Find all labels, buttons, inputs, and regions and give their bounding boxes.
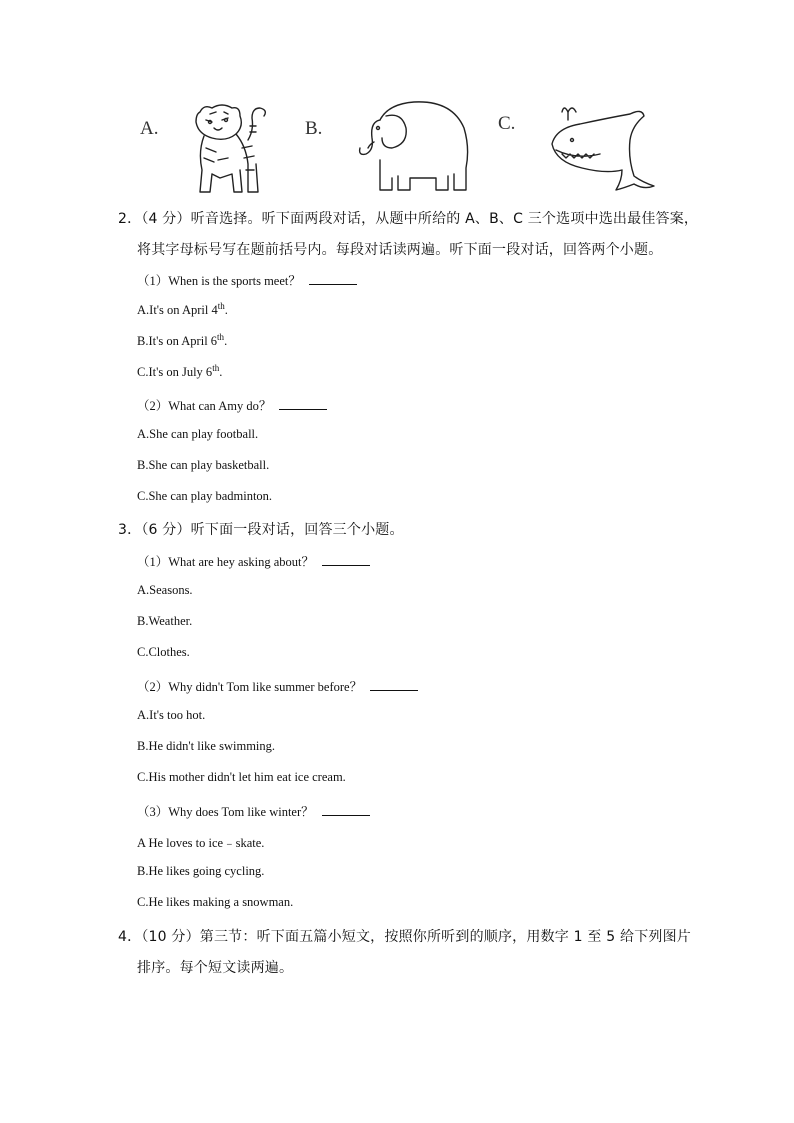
option-label-b: B. [305,118,323,139]
question-4-instruction-line2: 排序。每个短文读两遍。 [137,960,294,976]
subquestion-label: （1）When is the sports meet？ [137,274,301,288]
option-3-3-c: C.He likes making a snowman. [137,895,294,909]
question-number: 3． [118,522,142,538]
question-points: （4 分） [141,211,191,227]
answer-blank[interactable] [279,397,327,410]
option-2-2-b: B.She can play basketball. [137,458,270,472]
answer-blank[interactable] [322,553,370,566]
option-3-2-b: B.He didn't like swimming. [137,739,276,753]
question-number: 2． [118,211,142,227]
question-number: 4． [118,929,142,945]
subquestion-3-2 [137,677,418,695]
option-3-3-b: B.He likes going cycling. [137,864,265,878]
question-2-instruction-line2: 将其字母标号写在题前括号内。每段对话读两遍。听下面一段对话，回答两个小题。 [137,242,663,258]
answer-blank[interactable] [370,678,418,691]
whale-icon [546,102,666,196]
question-instruction: 听下面一段对话，回答三个小题。 [190,522,404,538]
option-label-a: A. [140,118,159,139]
question-points: （10 分） [141,929,200,945]
option-3-1-c: C.Clothes. [137,645,190,659]
subquestion-2-2 [137,396,327,414]
option-3-1-a: A.Seasons. [137,583,193,597]
option-3-1-b: B.Weather. [137,614,193,628]
option-2-2-c: C.She can play badminton. [137,489,273,503]
answer-blank[interactable] [309,272,357,285]
subquestion-3-1 [137,552,370,570]
question-instruction-line1: 第三节：听下面五篇小短文，按照你所听到的顺序，用数字 1 至 5 给下列图片 [199,929,691,945]
option-3-2-a: A.It's too hot. [137,708,206,722]
elephant-icon [352,98,474,200]
option-2-2-a: A.She can play football. [137,427,259,441]
subquestion-2-1 [137,271,357,289]
subquestion-label: （3）Why does Tom like winter？ [137,805,314,819]
option-label-c: C. [498,113,516,134]
option-2-1-c: C.It's on July 6th. [137,363,223,380]
option-2-1-b: B.It's on April 6th. [137,332,228,349]
subquestion-label: （2）What can Amy do？ [137,399,272,413]
subquestion-label: （1）What are hey asking about？ [137,555,315,569]
option-2-1-a: A.It's on April 4th. [137,301,228,318]
option-3-2-c: C.His mother didn't let him eat ice cream. [137,770,346,784]
question-instruction-line1: 听音选择。听下面两段对话，从题中所给的 A、B、C 三个选项中选出最佳答案， [190,211,699,227]
question-points: （6 分） [141,522,191,538]
question-2-header [118,208,698,228]
option-3-3-a: A He loves to ice﹣skate. [137,836,265,850]
question-4-header [118,926,691,946]
answer-blank[interactable] [322,803,370,816]
subquestion-3-3 [137,802,370,820]
subquestion-label: （2）Why didn't Tom like summer before？ [137,680,363,694]
question-3-header [118,519,404,539]
tiger-icon [182,100,272,202]
